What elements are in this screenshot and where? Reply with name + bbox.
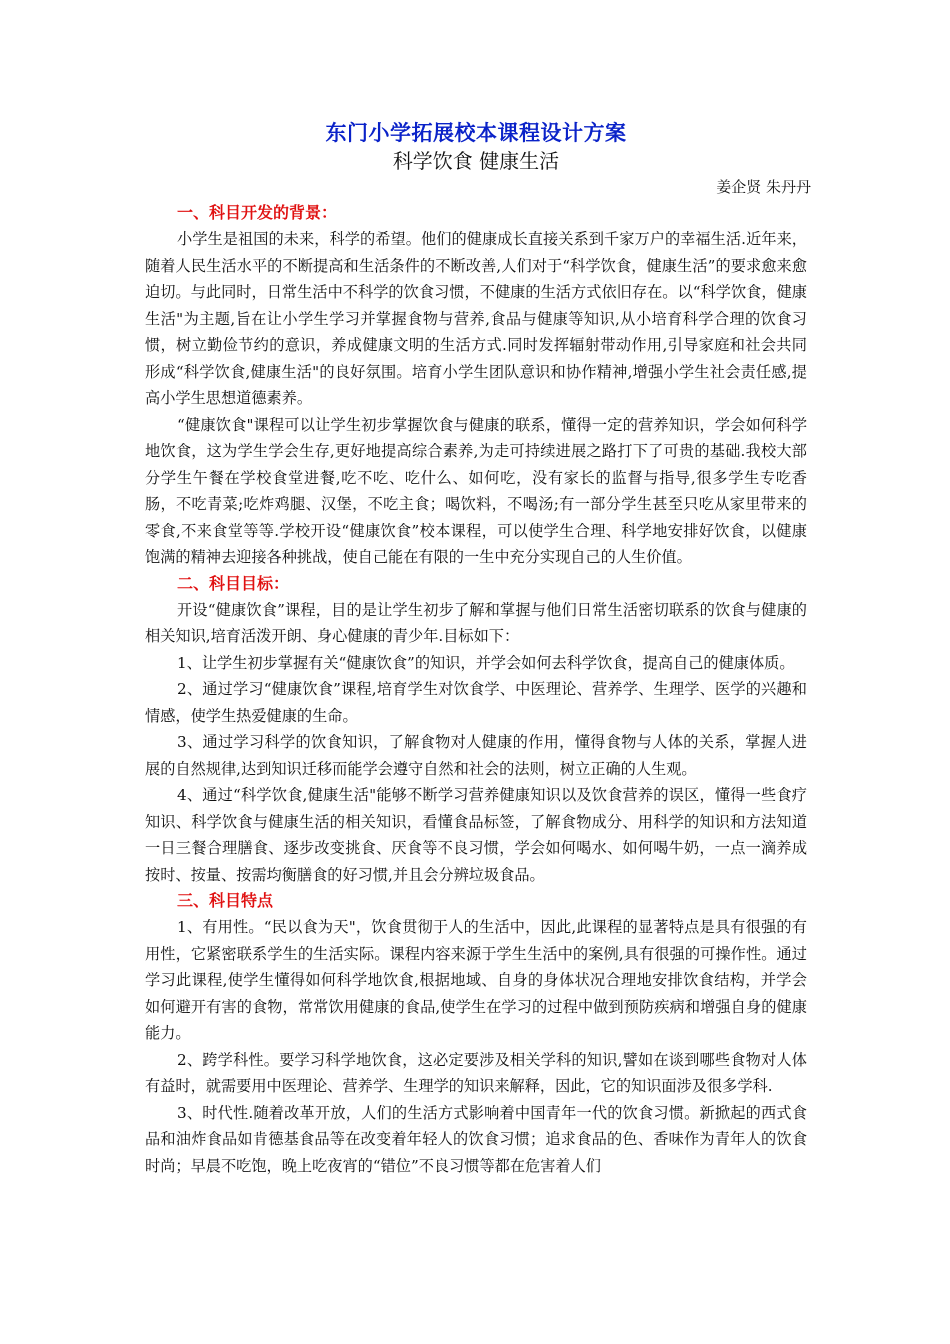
paragraph: 开设“健康饮食”课程，目的是让学生初步了解和掌握与他们日常生活密切联系的饮食与健康的相关知识,培育活泼开朗、身心健康的青少年.目标如下：: [145, 600, 807, 645]
section-heading: 三、科目特点: [177, 891, 274, 910]
section-background: [145, 200, 807, 571]
document-authors: 姜企贤 朱丹丹: [716, 178, 811, 196]
section-heading: 二、科目目标：: [177, 573, 290, 593]
paragraph: 1、有用性。“民以食为天"，饮食贯彻于人的生活中，因此,此课程的显著特点是具有很强的有用性，它紧密联系学生的生活实际。课程内容来源于学生生活中的案例,具有很强的可操作性。通过学习此课程,使学生懂得如何科学地饮食,根据地域、自身的身体状况合理地安排饮食结构，并学会如何避开有害的食物，常常饮用健康的食品,使学生在学习的过程中做到预防疾病和增强自身的健康能力。: [145, 918, 807, 1042]
document-title: 东门小学拓展校本课程设计方案: [325, 120, 627, 145]
paragraph: 2、通过学习“健康饮食”课程,培育学生对饮食学、中医理论、营养学、生理学、医学的兴趣和情感，使学生热爱健康的生命。: [145, 680, 807, 725]
document-page: [145, 118, 811, 1179]
paragraph: 1、让学生初步掌握有关“健康饮食”的知识，并学会如何去科学饮食，提高自己的健康体质。: [177, 653, 795, 672]
paragraph: “健康饮食"课程可以让学生初步掌握饮食与健康的联系，懂得一定的营养知识，学会如何科学地饮食，这为学生学会生存,更好地提高综合素养,为走可持续进展之路打下了可贵的基础.我校大部分学生午餐在学校食堂进餐,吃不吃、吃什么、如何吃，没有家长的监督与指导,很多学生专吃香肠，不吃青菜;吃炸鸡腿、汉堡，不吃主食；喝饮料，不喝汤;有一部分学生甚至只吃从家里带来的零食,不来食堂等等.学校开设“健康饮食”校本课程，可以使学生合理、科学地安排好饮食，以健康饱满的精神去迎接各种挑战，使自己能在有限的一生中充分实现自己的人生价值。: [145, 415, 807, 566]
paragraph: 4、通过“科学饮食,健康生活"能够不断学习营养健康知识以及饮食营养的误区，懂得一些食疗知识、科学饮食与健康生活的相关知识，看懂食品标签，了解食物成分、用科学的知识和方法知道一日三餐合理膳食、逐步改变挑食、厌食等不良习惯，学会如何喝水、如何喝牛奶，一点一滴养成按时、按量、按需均衡膳食的好习惯,并且会分辨垃圾食品。: [145, 786, 807, 884]
document-subtitle: 科学饮食 健康生活: [392, 149, 560, 173]
paragraph: 2、跨学科性。要学习科学地饮食，这必定要涉及相关学科的知识,譬如在谈到哪些食物对人体有益时，就需要用中医理论、营养学、生理学的知识来解释，因此，它的知识面涉及很多学科.: [145, 1050, 807, 1095]
section-heading: 一、科目开发的背景：: [177, 203, 338, 222]
paragraph: 小学生是祖国的未来，科学的希望。他们的健康成长直接关系到千家万户的幸福生活.近年来，随着人民生活水平的不断提高和生活条件的不断改善,人们对于“科学饮食，健康生活”的要求愈来愈迫切。与此同时，日常生活中不科学的饮食习惯，不健康的生活方式依旧存在。以“科学饮食，健康生活"为主题,旨在让小学生学习并掌握食物与营养,食品与健康等知识,从小培育科学合理的饮食习惯，树立勤俭节约的意识，养成健康文明的生活方式.同时发挥辐射带动作用,引导家庭和社会共同形成“科学饮食,健康生活"的良好氛围。培育小学生团队意识和协作精神,增强小学生社会责任感,提高小学生思想道德素养。: [145, 230, 807, 407]
paragraph: 3、通过学习科学的饮食知识，了解食物对人健康的作用，懂得食物与人体的关系，掌握人进展的自然规律,达到知识迁移而能学会遵守自然和社会的法则，树立正确的人生观。: [145, 733, 807, 778]
section-goals: [145, 571, 807, 889]
section-features: [145, 888, 807, 1179]
paragraph: 3、时代性.随着改革开放，人们的生活方式影响着中国青年一代的饮食习惯。新掀起的西式食品和油炸食品如肯德基食品等在改变着年轻人的饮食习惯；追求食品的色、香味作为青年人的饮食时尚；早晨不吃饱，晚上吃夜宵的“错位”不良习惯等都在危害着人们: [145, 1103, 807, 1175]
